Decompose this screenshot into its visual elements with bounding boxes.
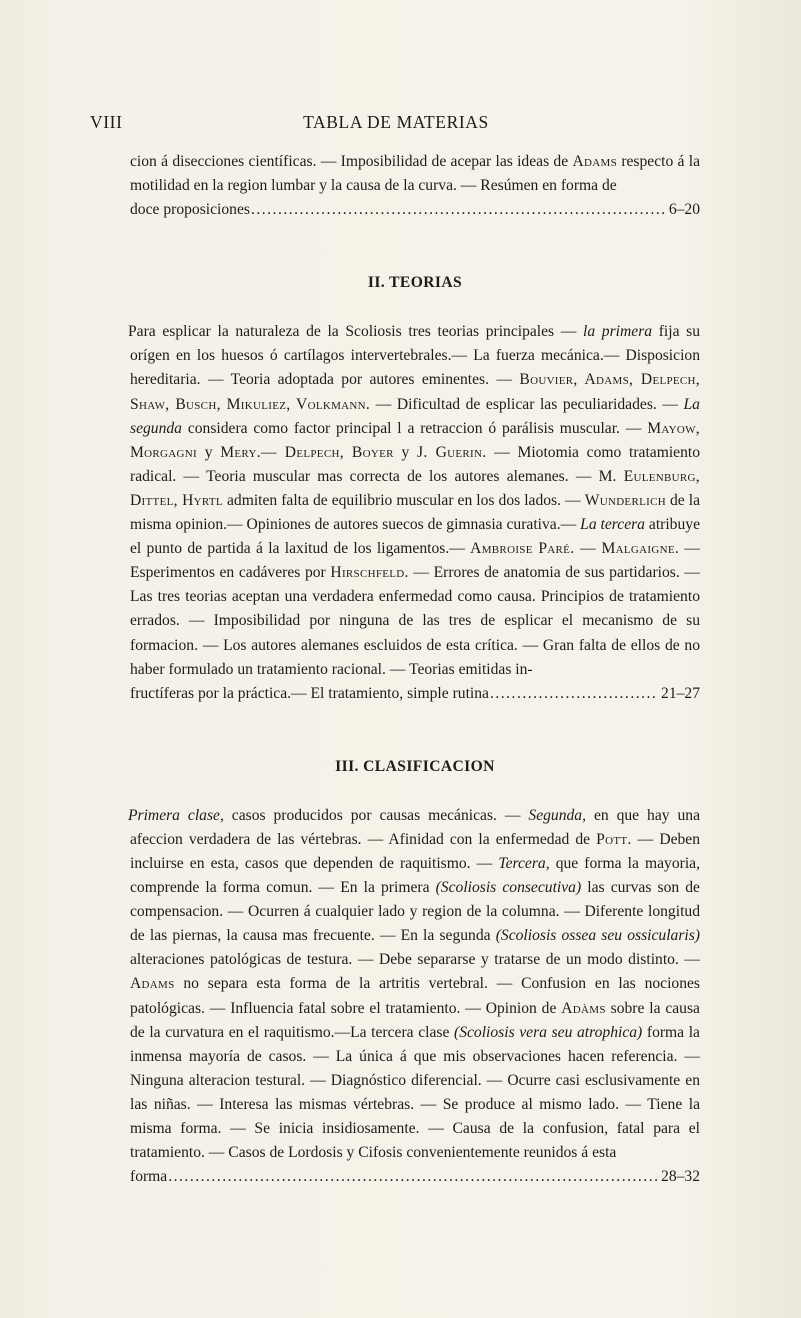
section-iii-entry: Primera clase, casos producidos por causas mecánicas. — Segunda, en que hay una afeccion verdadera de las vértebras. — Afinidad con la enfermedad de Pott. — Deben incluirse en esta, casos que dependen de raquitismo. — Tercera, que forma la mayoria, comprende la forma comun. — En la primera (Scoliosis consecutiva) las curvas son de compensacion. — Ocurren á cualquier lado y region de la columna. — Diferente longitud de las piernas, la causa mas frecuente. — En la segunda (Scoliosis ossea seu ossicularis) alteraciones patológicas de testura. — Debe separarse y tratarse de un modo distinto. — Adams no separa esta forma de la artritis vertebral. — Confusion en las nociones patológicas. — Influencia fatal sobre el tratamiento. — Opinion de Adàms sobre la causa de la curvatura en el raquitismo.—La tercera clase (Scoliosis vera seu atrophica) forma la inmensa mayoría de casos. — La única á que mis observaciones hacen referencia. — Ninguna alteracion testural. — Diagnóstico diferencial. — Ocurre casi esclusivamente en las niñas. — Interesa las mismas vértebras. — Se produce al mismo lado. — Tiene la misma forma. — Se inicia insidiosamente. — Causa de la confusion, fatal para el tratamiento. — Casos de Lordosis y Cifosis convenientemente reunidos á esta [128,806,701,1162]
section-iii-last-line: forma ..... 28–32 [130,1165,700,1189]
author-name: Adams [572,153,618,170]
section-ii-last-line: fructíferas por la práctica.— El tratamiento, simple rutina ..... 21–27 [130,682,700,706]
page-range: 28–32 [661,1168,700,1186]
section-i-last-line: doce proposiciones ..... 6–20 [130,198,700,222]
dot-leader [251,198,665,222]
section-i-entry: cion á disecciones científicas. — Imposibilidad de acepar las ideas de Adams respecto á la motilidad en la region lumbar y la causa de la curva. — Resúmen en forma de [130,153,701,195]
section-heading-clasificacion: III. CLASIFICACION [335,757,495,775]
table-of-contents [130,150,700,1189]
running-head [90,112,702,138]
dot-leader [168,1165,657,1189]
page-range: 21–27 [661,684,700,702]
page-range: 6–20 [668,201,700,219]
running-title: TABLA DE MATERIAS [303,112,489,132]
section-heading-teorias: II. TEORIAS [367,274,463,292]
section-ii-entry: Para esplicar la naturaleza de la Scoliosis tres teorias principales — la primera fija su orígen en los huesos ó cartílagos intervertebrales.— La fuerza mecánica.— Disposicion hereditaria. — Teoria adoptada por autores eminentes. — Bouvier, Adams, Delpech, Shaw, Busch, Mikuliez, Volkmann. — Dificultad de esplicar las peculiaridades. — La segunda considera como factor principal l a retraccion ó parálisis muscular. — Mayow, Morgagni y Mery.— Delpech, Boyer y J. Guerin. — Miotomia como tratamiento radical. — Teoria muscular mas correcta de los autores alemanes. — M. Eulenburg, Dittel, Hyrtl admiten falta de equilibrio muscular en los dos lados. — Wunderlich de la misma opinion.— Opiniones de autores suecos de gimnasia curativa.— La tercera atribuye el punto de partida á la laxitud de los ligamentos.— Ambroise Paré. — Malgaigne. — Esperimentos en cadáveres por Hirschfeld. — Errores de anatomia de sus partidarios. — Las tres teorias aceptan una verdadera enfermedad como causa. Principios de tratamiento errados. — Imposibilidad por ninguna de las tres de esplicar el mecanismo de su formacion. — Los autores alemanes escluidos de esta crítica. — Gran falta de ellos de no haber formulado un tratamiento racional. — Teorias emitidas in- [128,323,701,678]
page-folio: VIII [90,112,123,132]
dot-leader [490,682,657,706]
